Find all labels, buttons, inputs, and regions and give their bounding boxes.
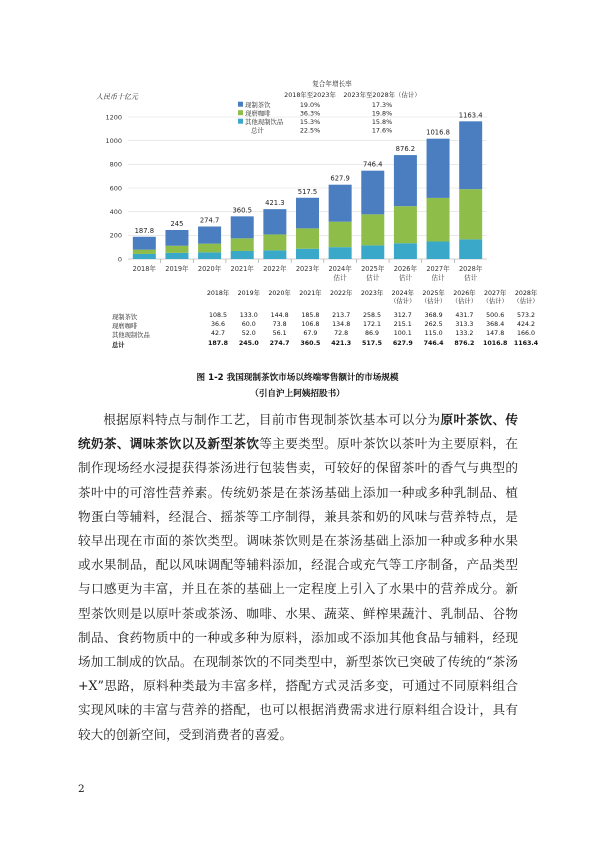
- table-cell: 100.1: [393, 330, 412, 338]
- legend-label: 总计: [251, 126, 264, 135]
- cagr-title: 复合年增长率: [312, 80, 352, 88]
- table-cell: 421.3: [331, 339, 352, 347]
- bar-segment: [198, 244, 221, 253]
- bar-total-label: 517.5: [297, 187, 318, 196]
- legend-label: 现制茶饮: [245, 101, 271, 109]
- table-cell: 133.0: [239, 312, 258, 319]
- y-tick-label: 400: [109, 207, 122, 216]
- table-cell: 1163.4: [513, 339, 539, 347]
- table-cell: 368.4: [486, 321, 505, 329]
- table-cell: 187.8: [208, 339, 228, 347]
- table-row-label: 现磨咖啡: [112, 323, 138, 331]
- bar-segment: [165, 230, 188, 246]
- x-tick-label: 2023年: [295, 265, 320, 273]
- legend-label: 其他现制饮品: [245, 118, 284, 126]
- y-tick-label: 600: [109, 184, 122, 193]
- bar-segment: [459, 239, 482, 259]
- table-cell: 746.4: [423, 339, 444, 347]
- table-header-cell: 2022年: [330, 290, 353, 297]
- bar-segment: [263, 234, 286, 250]
- x-tick-label: 2019年: [165, 265, 189, 273]
- bar-total-label: 1163.4: [458, 111, 483, 120]
- table-cell: 115.0: [424, 330, 443, 338]
- table-cell: 67.9: [303, 330, 318, 338]
- legend-swatch: [238, 119, 243, 124]
- x-tick-label: 2018年: [132, 265, 157, 273]
- y-tick-label: 200: [109, 231, 122, 240]
- table-header-cell: （估计）: [390, 298, 416, 305]
- table-header-cell: 2020年: [268, 290, 291, 297]
- table-cell: 147.8: [486, 330, 505, 338]
- x-tick-label: 估计: [333, 274, 347, 282]
- cagr-value: 17.6%: [371, 126, 393, 135]
- table-cell: 185.8: [301, 312, 320, 319]
- table-cell: 56.1: [272, 330, 287, 338]
- legend-swatch: [238, 102, 243, 107]
- x-tick-label: 2026年: [393, 265, 418, 273]
- cagr-value: 36.3%: [299, 109, 321, 118]
- table-cell: 134.8: [332, 321, 351, 329]
- table-cell: 245.0: [238, 339, 259, 347]
- bar-segment: [427, 139, 450, 198]
- bar-total-label: 1016.8: [426, 128, 450, 137]
- bar-segment: [329, 222, 352, 247]
- x-tick-label: 2028年: [458, 265, 483, 273]
- bar-segment: [133, 237, 156, 250]
- bar-segment: [231, 216, 254, 238]
- bar-total-label: 746.4: [363, 160, 383, 169]
- y-axis-label: 人民币十亿元: [96, 93, 138, 101]
- bar-segment: [329, 185, 352, 222]
- bar-segment: [394, 243, 417, 259]
- table-cell: 431.7: [455, 312, 474, 319]
- bar-segment: [329, 247, 352, 259]
- table-header-cell: 2019年: [237, 290, 260, 297]
- table-cell: 876.2: [454, 339, 475, 347]
- table-cell: 1016.8: [483, 339, 508, 347]
- cagr-header-2: 2023年至2028年（估计）: [343, 91, 421, 99]
- table-cell: 262.5: [424, 321, 443, 329]
- table-header-cell: 2027年: [484, 290, 507, 297]
- x-tick-label: 2020年: [197, 265, 222, 273]
- bar-total-label: 245: [170, 220, 184, 229]
- y-tick-label: 1000: [105, 136, 122, 145]
- bar-total-label: 421.3: [265, 199, 285, 208]
- bar-segment: [459, 121, 482, 189]
- body-paragraph: [78, 408, 518, 747]
- table-cell: 166.0: [516, 330, 536, 338]
- bar-segment: [133, 250, 156, 254]
- table-header-cell: 2025年: [422, 290, 445, 297]
- x-tick-label: 2027年: [426, 265, 450, 273]
- bar-segment: [296, 228, 319, 248]
- table-cell: 60.0: [241, 321, 256, 329]
- table-cell: 368.9: [424, 312, 443, 319]
- table-cell: 312.7: [393, 312, 412, 319]
- x-tick-label: 2024年: [328, 265, 352, 273]
- bar-segment: [231, 238, 254, 251]
- x-tick-label: 2025年: [361, 265, 385, 273]
- table-cell: 36.6: [210, 321, 226, 329]
- table-header-cell: （估计）: [482, 298, 508, 305]
- table-cell: 73.8: [272, 321, 287, 329]
- bar-segment: [427, 242, 450, 259]
- figure-source: （引自沪上阿姨招股书）: [250, 389, 345, 399]
- bar-segment: [231, 251, 254, 259]
- bar-segment: [361, 214, 384, 245]
- x-tick-label: 估计: [398, 274, 413, 282]
- body-text-bold: 原叶茶饮、传统奶茶、调味茶饮以及新型茶饮: [78, 412, 519, 452]
- cagr-value: 19.8%: [371, 109, 393, 118]
- bar-segment: [394, 155, 417, 206]
- body-text-a: 根据原料特点与制作工艺，目前市售现制茶饮基本可以分为: [103, 412, 441, 427]
- table-cell: 424.2: [516, 321, 536, 329]
- table-cell: 274.7: [269, 339, 290, 347]
- x-tick-label: 2021年: [230, 265, 254, 273]
- bar-segment: [427, 198, 450, 242]
- x-tick-label: 估计: [431, 274, 445, 282]
- cagr-value: 15.3%: [299, 118, 321, 126]
- table-cell: 258.5: [362, 312, 382, 319]
- table-cell: 500.6: [486, 312, 505, 319]
- table-cell: 72.8: [334, 330, 349, 338]
- table-header-cell: 2024年: [391, 290, 414, 297]
- table-cell: 517.5: [362, 339, 382, 347]
- x-tick-label: 估计: [464, 274, 478, 282]
- table-header-cell: 2023年: [360, 290, 384, 297]
- table-row-label: 其他现制饮品: [112, 332, 150, 340]
- bar-total-label: 627.9: [330, 174, 350, 183]
- cagr-value: 15.8%: [371, 118, 393, 126]
- bar-segment: [133, 254, 156, 259]
- bar-total-label: 187.8: [134, 226, 155, 235]
- market-size-chart: [0, 0, 595, 282]
- bar-segment: [296, 198, 319, 229]
- x-tick-label: 估计: [366, 274, 380, 282]
- bar-segment: [198, 252, 221, 259]
- y-tick-label: 0: [117, 255, 122, 264]
- x-tick-label: 2022年: [263, 265, 287, 273]
- cagr-value: 22.5%: [299, 126, 321, 135]
- y-tick-label: 1200: [105, 113, 122, 122]
- legend-swatch: [238, 110, 243, 115]
- table-header-cell: 2026年: [453, 290, 476, 297]
- bar-total-label: 274.7: [199, 216, 220, 225]
- bar-segment: [165, 246, 188, 253]
- table-cell: 627.9: [392, 339, 413, 347]
- page-number: 2: [78, 783, 85, 795]
- table-row-label: 现制茶饮: [112, 314, 138, 321]
- table-cell: 144.8: [270, 312, 289, 319]
- cagr-value: 19.0%: [299, 101, 321, 109]
- table-cell: 108.5: [208, 312, 228, 319]
- bar-segment: [361, 245, 384, 259]
- bar-segment: [394, 206, 417, 243]
- table-cell: 106.8: [301, 321, 320, 329]
- table-header-cell: （估计）: [513, 298, 539, 305]
- table-header-cell: （估计）: [421, 298, 447, 305]
- table-header-cell: 2021年: [299, 290, 322, 297]
- y-tick-label: 800: [109, 160, 122, 169]
- table-cell: 86.9: [364, 330, 380, 338]
- table-cell: 52.0: [241, 330, 256, 338]
- bar-total-label: 360.5: [232, 206, 252, 215]
- table-cell: 213.7: [332, 312, 351, 319]
- bar-segment: [459, 189, 482, 239]
- figure-caption: 图 1-2 我国现制茶饮市场以终端零售额计的市场规模: [196, 373, 399, 383]
- table-cell: 172.1: [362, 321, 382, 329]
- table-header-cell: 2028年: [514, 290, 538, 297]
- bar-segment: [263, 250, 286, 259]
- bar-segment: [165, 253, 188, 259]
- table-cell: 133.2: [455, 330, 474, 338]
- bar-segment: [296, 249, 319, 259]
- legend-label: 现磨咖啡: [245, 109, 271, 118]
- bar-total-label: 876.2: [395, 145, 416, 154]
- bar-segment: [361, 171, 384, 215]
- table-header-cell: （估计）: [451, 298, 477, 305]
- table-row-label: 总计: [112, 341, 125, 349]
- bar-segment: [263, 209, 286, 234]
- cagr-header-1: 2018年至2023年: [284, 91, 336, 99]
- body-text-c: 等主要类型。原叶茶饮以茶叶为主要原料，在制作现场经水浸提获得茶汤进行包装售卖，可较好的保留茶叶的香气与典型的茶叶中的可溶性营养素。传统奶茶是在茶汤基础上添加一种或多种乳制品、植物蛋白等辅料，经混合、摇茶等工序制得，兼具茶和奶的风味与营养特点，是较早出现在市面的茶饮类型。调味茶饮则是在茶汤基础上添加一种或多种水果或水果制品，配以风味调配等辅料添加，经混合或充气等工序制备，产品类型与口感更为丰富，并且在茶的基础上一定程度上引入了水果中的营养成分。新型茶饮则是以原叶茶或茶汤、咖啡、水果、蔬菜、鲜榨果蔬汁、乳制品、谷物制品、食药物质中的一种或多种为原料，添加或不添加其他食品与辅料，经现场加工制成的饮品。在现制茶饮的不同类型中，新型茶饮已突破了传统的“茶汤+X”思路，原料种类最为丰富多样，搭配方式灵活多变，可通过不同原料组合实现风味的丰富与营养的搭配，也可以根据消费需求进行原料组合设计，具有较大的创新空间，受到消费者的喜爱。: [78, 436, 519, 742]
- cagr-value: 17.3%: [371, 101, 393, 109]
- table-cell: 360.5: [300, 339, 321, 347]
- table-header-cell: 2018年: [206, 290, 230, 297]
- table-cell: 42.7: [210, 330, 226, 338]
- table-cell: 215.1: [393, 321, 412, 329]
- table-cell: 313.3: [455, 321, 474, 329]
- bar-segment: [198, 226, 221, 243]
- table-cell: 573.2: [516, 312, 536, 319]
